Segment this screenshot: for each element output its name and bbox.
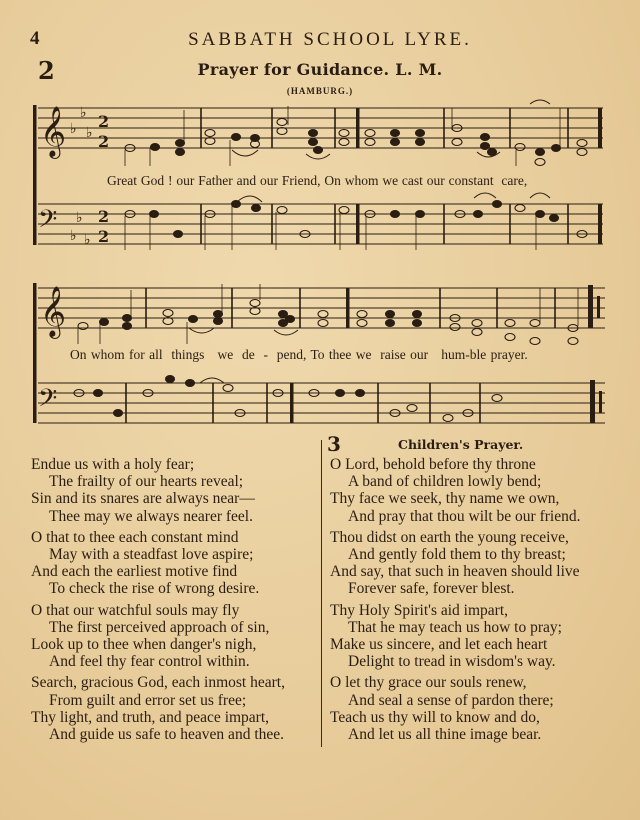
verse-line: Thy Holy Spirit's aid impart, — [330, 601, 509, 619]
verse-line: Endue us with a holy fear; — [31, 456, 195, 473]
verse-line: The first perceived approach of sin, — [49, 618, 270, 636]
stanza — [330, 529, 580, 598]
lyrics-line-2: On whom for all things we de - pend, To thee we raise our hum-ble prayer. — [70, 347, 528, 362]
verse-line: Search, gracious God, each inmost heart, — [31, 674, 285, 692]
verse-line: O Lord, behold before thy throne — [330, 456, 536, 473]
svg-text:♭: ♭ — [84, 232, 91, 248]
stanza — [330, 602, 580, 671]
treble-clef-icon: 𝄞 — [40, 286, 67, 337]
bass-clef-icon: 𝄢 — [38, 384, 58, 419]
verse-line: Delight to tread in wisdom's way. — [348, 653, 556, 671]
tune-name: (HAMBURG.) — [286, 86, 354, 96]
verse-line: And gently fold them to thy breast; — [348, 546, 566, 564]
verse-line: From guilt and error set us free; — [49, 691, 247, 709]
key-signature-flats — [70, 105, 93, 248]
running-head: SABBATH SCHOOL LYRE. — [188, 29, 472, 50]
verse-line: Thy face we seek, thy name we own, — [330, 490, 560, 508]
stanza — [31, 602, 285, 671]
verse-line: Sin and its snares are always near— — [31, 490, 255, 508]
system-bracket — [33, 283, 37, 423]
verse-line: O let thy grace our souls renew, — [330, 674, 527, 692]
svg-text:2: 2 — [98, 207, 110, 226]
svg-text:♭: ♭ — [76, 210, 83, 226]
verse-line: And seal a sense of pardon there; — [348, 691, 554, 709]
notes-bass-2 — [74, 376, 502, 422]
hymn-number: 2 — [38, 56, 55, 85]
verse-line: A band of children lowly bend; — [348, 473, 542, 491]
verse-line: To check the rise of wrong desire. — [49, 580, 260, 598]
hymn-2-stanzas — [31, 456, 285, 747]
verse-line: And feel thy fear control within. — [49, 653, 250, 671]
svg-text:2: 2 — [98, 227, 110, 246]
svg-text:♭: ♭ — [86, 125, 93, 141]
verse-line: And guide us safe to heaven and thee. — [49, 726, 285, 744]
treble-staff-2 — [38, 288, 605, 328]
verse-line: Thee may we always nearer feel. — [49, 507, 253, 525]
bass-staff-2 — [38, 383, 605, 423]
verse-line: Forever safe, forever blest. — [348, 580, 515, 598]
verse-line: Teach us thy will to know and do, — [330, 708, 540, 726]
verse-line: The frailty of our hearts reveal; — [49, 473, 244, 491]
column-divider — [321, 440, 322, 747]
verse-line: And say, that such in heaven should live — [330, 563, 580, 581]
verse-line: Thy light, and truth, and peace impart, — [31, 708, 270, 726]
verse-line: And each the earliest motive find — [31, 563, 238, 581]
stanza — [31, 456, 285, 525]
hymn-title: Children's Prayer. — [398, 437, 524, 452]
svg-text:♭: ♭ — [70, 121, 77, 137]
bass-clef-icon: 𝄢 — [38, 205, 58, 240]
bass-staff-1 — [38, 204, 603, 244]
stanza — [330, 674, 580, 743]
treble-clef-icon: 𝄞 — [40, 106, 67, 157]
stanza — [31, 529, 285, 598]
svg-text:♭: ♭ — [70, 228, 77, 244]
system-bracket — [33, 105, 37, 245]
hymn-title: Prayer for Guidance. L. M. — [197, 60, 443, 79]
svg-text:2: 2 — [98, 132, 110, 151]
verse-line: O that our watchful souls may fly — [31, 601, 240, 619]
verse-line: Look up to thee when danger's nigh, — [31, 636, 257, 654]
verse-line: O that to thee each constant mind — [31, 528, 239, 546]
notes-treble-2 — [78, 300, 578, 345]
stanza — [31, 674, 285, 743]
stanza — [330, 456, 580, 525]
verse-line: That he may teach us how to pray; — [348, 618, 562, 636]
treble-staff-1 — [38, 108, 603, 148]
verse-line: And pray that thou wilt be our friend. — [348, 507, 581, 525]
verse-line: Make us sincere, and let each heart — [330, 636, 548, 654]
verse-line: May with a steadfast love aspire; — [49, 546, 254, 564]
verse-line: And let us all thine image bear. — [348, 726, 542, 744]
hymn-3-stanzas — [330, 456, 580, 747]
svg-text:♭: ♭ — [80, 105, 87, 121]
page-number: 4 — [30, 28, 40, 49]
verse-line: Thou didst on earth the young receive, — [330, 528, 569, 546]
svg-text:2: 2 — [98, 112, 110, 131]
lyrics-line-1: Great God ! our Father and our Friend, On whom we cast our constant care, — [107, 173, 528, 188]
hymn-number: 3 — [327, 432, 341, 456]
